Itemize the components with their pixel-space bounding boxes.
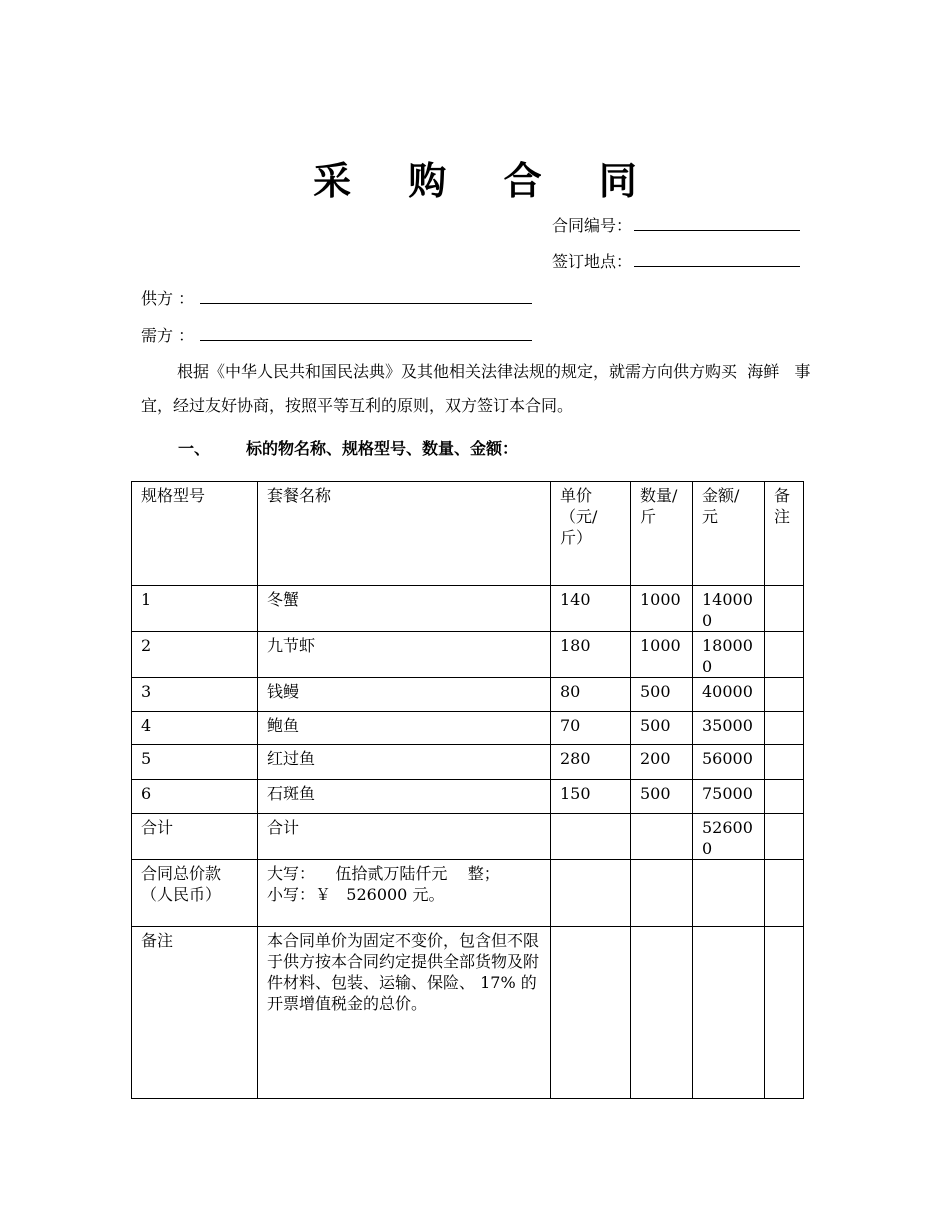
cell-qty [631, 814, 693, 860]
intro-paragraph [141, 355, 811, 423]
lower-value: 526000 [346, 885, 408, 904]
cell-spec: 6 [132, 780, 258, 814]
cell-price: 280 [551, 745, 631, 780]
section-number: 一、 [178, 439, 211, 458]
cell-remark [765, 860, 804, 927]
cell-spec: 1 [132, 586, 258, 632]
total-row [132, 814, 804, 860]
cell-name: 石斑鱼 [258, 780, 551, 814]
remark-text: 本合同单价为固定不变价，包含但不限于供方按本合同约定提供全部货物及附件材料、包装、运输、保险、 17% 的开票增值税金的总价。 [258, 927, 551, 1099]
cell-price: 140 [551, 586, 631, 632]
cell-price: 150 [551, 780, 631, 814]
table-row [132, 780, 804, 814]
cell-qty: 500 [631, 678, 693, 712]
section-title: 标的物名称、规格型号、数量、金额： [246, 439, 519, 458]
table-row [132, 632, 804, 678]
total-amount: 526000 [693, 814, 765, 860]
cell-amount: 40000 [693, 678, 765, 712]
total-label: 合计 [132, 814, 258, 860]
cell-remark [765, 745, 804, 780]
sign-place-blank[interactable] [634, 252, 800, 267]
sign-place-field [552, 249, 800, 272]
remark-label: 备注 [132, 927, 258, 1099]
cell-qty [631, 927, 693, 1099]
supplier-blank[interactable] [200, 289, 532, 304]
contract-no-field [552, 213, 800, 236]
table-header-row [132, 482, 804, 586]
contract-no-blank[interactable] [634, 216, 800, 231]
cell-qty [631, 860, 693, 927]
cell-price [551, 927, 631, 1099]
table-row [132, 586, 804, 632]
contract-no-label: 合同编号： [552, 216, 633, 235]
section-heading-1 [178, 436, 518, 459]
cell-price: 80 [551, 678, 631, 712]
supplier-field [141, 286, 532, 309]
cell-qty: 1000 [631, 586, 693, 632]
cell-amount [693, 860, 765, 927]
lower-label: 小写：￥ [267, 885, 332, 904]
cell-name: 九节虾 [258, 632, 551, 678]
cell-remark [765, 678, 804, 712]
cell-qty: 1000 [631, 632, 693, 678]
items-table [131, 481, 804, 1099]
total-name: 合计 [258, 814, 551, 860]
cell-amount: 56000 [693, 745, 765, 780]
cell-qty: 500 [631, 780, 693, 814]
cell-qty: 500 [631, 712, 693, 745]
cell-spec: 5 [132, 745, 258, 780]
table-row [132, 712, 804, 745]
cell-name: 鲍鱼 [258, 712, 551, 745]
cell-spec: 3 [132, 678, 258, 712]
total-price-row [132, 860, 804, 927]
cell-qty: 200 [631, 745, 693, 780]
lower-suffix: 元。 [412, 885, 445, 904]
cell-price: 180 [551, 632, 631, 678]
cell-name: 冬蟹 [258, 586, 551, 632]
cell-price [551, 814, 631, 860]
sign-place-label: 签订地点： [552, 252, 633, 271]
header-unit-price: 单价（元/斤） [551, 482, 631, 586]
intro-part1: 根据《中华人民共和国民法典》及其他相关法律法规的规定，就需方向供方购买 [177, 362, 738, 381]
header-package: 套餐名称 [258, 482, 551, 586]
page-title: 采 购 合 同 [313, 159, 659, 203]
buyer-blank[interactable] [200, 326, 532, 341]
total-price-label: 合同总价款（人民币） [132, 860, 258, 927]
cell-remark [765, 814, 804, 860]
cell-price [551, 860, 631, 927]
cell-amount: 75000 [693, 780, 765, 814]
cell-remark [765, 780, 804, 814]
upper-suffix: 整； [467, 864, 500, 883]
upper-label: 大写： [267, 864, 316, 883]
remark-row [132, 927, 804, 1099]
cell-amount: 35000 [693, 712, 765, 745]
cell-spec: 4 [132, 712, 258, 745]
intro-goods: 海鲜 [747, 362, 780, 381]
cell-remark [765, 586, 804, 632]
header-spec: 规格型号 [132, 482, 258, 586]
cell-remark [765, 632, 804, 678]
cell-remark [765, 712, 804, 745]
upper-value: 伍拾贰万陆仟元 [335, 864, 448, 883]
table-row [132, 745, 804, 780]
total-price-value [258, 860, 551, 927]
cell-name: 钱鳗 [258, 678, 551, 712]
cell-price: 70 [551, 712, 631, 745]
cell-spec: 2 [132, 632, 258, 678]
table-row [132, 678, 804, 712]
cell-remark [765, 927, 804, 1099]
header-amount: 金额/元 [693, 482, 765, 586]
buyer-label: 需方 ： [141, 326, 195, 345]
cell-name: 红过鱼 [258, 745, 551, 780]
buyer-field [141, 323, 532, 346]
cell-amount [693, 927, 765, 1099]
intro-part2: 事宜，经过友好协商，按照平等互利的原则，双方签订本合同。 [141, 362, 811, 415]
header-quantity: 数量/斤 [631, 482, 693, 586]
header-remark: 备注 [765, 482, 804, 586]
cell-amount: 180000 [693, 632, 765, 678]
supplier-label: 供方 ： [141, 289, 195, 308]
cell-amount: 140000 [693, 586, 765, 632]
